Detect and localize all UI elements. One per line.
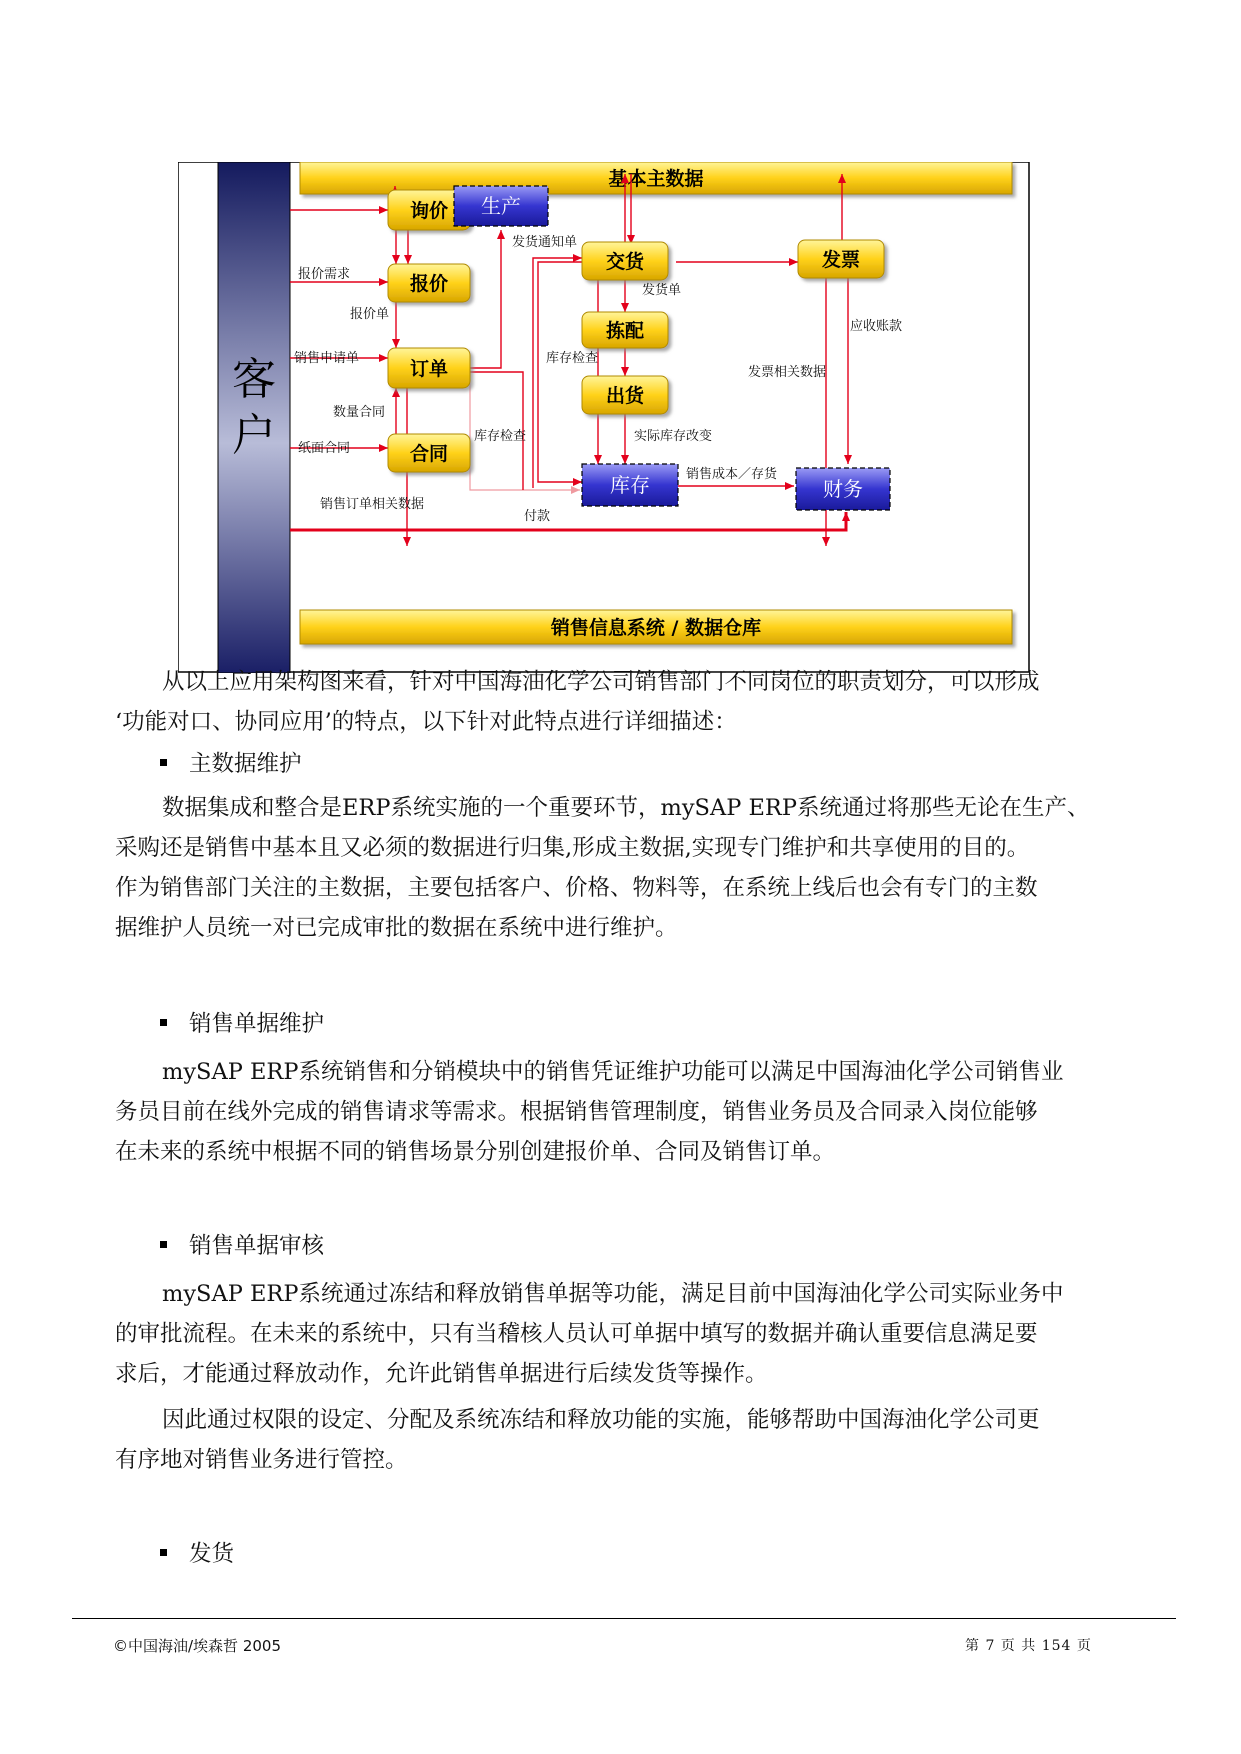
footer-copyright: ©中国海油/埃森哲 2005 [113,1637,281,1655]
p1-line4: 据维护人员统一对已完成审批的数据在系统中进行维护。 [115,915,678,941]
contract-label: 合同 [409,443,449,465]
inventory-label: 库存 [610,473,650,497]
invoice-label: 发票 [821,249,861,271]
footer-divider [72,1618,1176,1619]
label-actual-stock-change: 实际库存改变 [634,429,713,444]
bullet-sales-doc-review: 销售单据审核 [160,1226,324,1266]
label-cost-of-goods: 销售成本／存货 [686,467,778,482]
label-invoice-data: 发票相关数据 [748,365,827,380]
bullet-delivery: 发货 [160,1534,234,1574]
customer-label-1: 客 [232,354,276,405]
p2-line1: mySAP ERP系统销售和分销模块中的销售凭证维护功能可以满足中国海油化学公司销售业 [162,1059,1064,1085]
intro-paragraph-line1: 从以上应用架构图来看，针对中国海油化学公司销售部门不同岗位的职责划分，可以形成 [162,669,1040,695]
diagram-frame [178,162,1029,672]
master-data-label: 基本主数据 [608,168,704,190]
label-receivables: 应收账款 [850,319,903,334]
p3-line3: 求后，才能通过释放动作，允许此销售单据进行后续发货等操作。 [115,1361,768,1387]
label-stock-check-2: 库存检查 [474,429,527,444]
bullet-square-icon [160,1549,167,1556]
label-stock-check-1: 库存检查 [546,351,599,366]
delivery-label: 交货 [605,251,645,273]
production-label: 生产 [481,194,521,218]
p3-line2: 的审批流程。在未来的系统中，只有当稽核人员认可单据中填写的数据并确认重要信息满足要 [115,1321,1038,1347]
bullet-master-data: 主数据维护 [160,744,302,784]
label-sales-order-data: 销售订单相关数据 [320,497,425,512]
finance-label: 财务 [823,477,863,501]
sales-order-label: 订单 [409,358,449,380]
label-quantity-contract: 数量合同 [333,405,386,420]
label-delivery-doc: 发货单 [642,283,682,298]
label-delivery-notice: 发货通知单 [512,235,578,250]
data-warehouse-label: 销售信息系统 / 数据仓库 [550,617,762,639]
p1-line3: 作为销售部门关注的主数据，主要包括客户、价格、物料等，在系统上线后也会有专门的主数 [115,875,1038,901]
sales-architecture-diagram [178,162,1030,673]
picking-label: 拣配 [605,320,645,342]
quotation-label: 报价 [409,273,449,295]
inquiry-label: 询价 [409,200,449,222]
label-quotation-request: 报价需求 [298,267,351,282]
label-paper-contract: 纸面合同 [298,441,351,456]
p1-line2: 采购还是销售中基本且又必须的数据进行归集,形成主数据,实现专门维护和共享使用的目的。 [115,835,1030,861]
label-sales-request: 销售申请单 [294,351,360,366]
bullet-square-icon [160,1241,167,1248]
bullet-square-icon [160,1019,167,1026]
label-quotation-doc: 报价单 [350,307,390,322]
label-payment: 付款 [524,509,551,524]
goods-issue-label: 出货 [605,385,645,407]
customer-label-2: 户 [232,410,276,461]
p3-line1: mySAP ERP系统通过冻结和释放销售单据等功能，满足目前中国海油化学公司实际业务中 [162,1281,1064,1307]
p4-line1: 因此通过权限的设定、分配及系统冻结和释放功能的实施，能够帮助中国海油化学公司更 [162,1407,1040,1433]
p2-line2: 务员目前在线外完成的销售请求等需求。根据销售管理制度，销售业务员及合同录入岗位能够 [115,1099,1038,1125]
intro-paragraph-line2: ‘功能对口、协同应用’的特点，以下针对此特点进行详细描述： [115,709,737,735]
bullet-square-icon [160,759,167,766]
footer-page-number: 第 7 页 共 154 页 [965,1638,1092,1654]
p1-line1: 数据集成和整合是ERP系统实施的一个重要环节，mySAP ERP系统通过将那些无论在生产、 [162,795,1090,821]
p4-line2: 有序地对销售业务进行管控。 [115,1447,408,1473]
p2-line3: 在未来的系统中根据不同的销售场景分别创建报价单、合同及销售订单。 [115,1139,836,1165]
bullet-sales-doc-maintenance: 销售单据维护 [160,1004,324,1044]
